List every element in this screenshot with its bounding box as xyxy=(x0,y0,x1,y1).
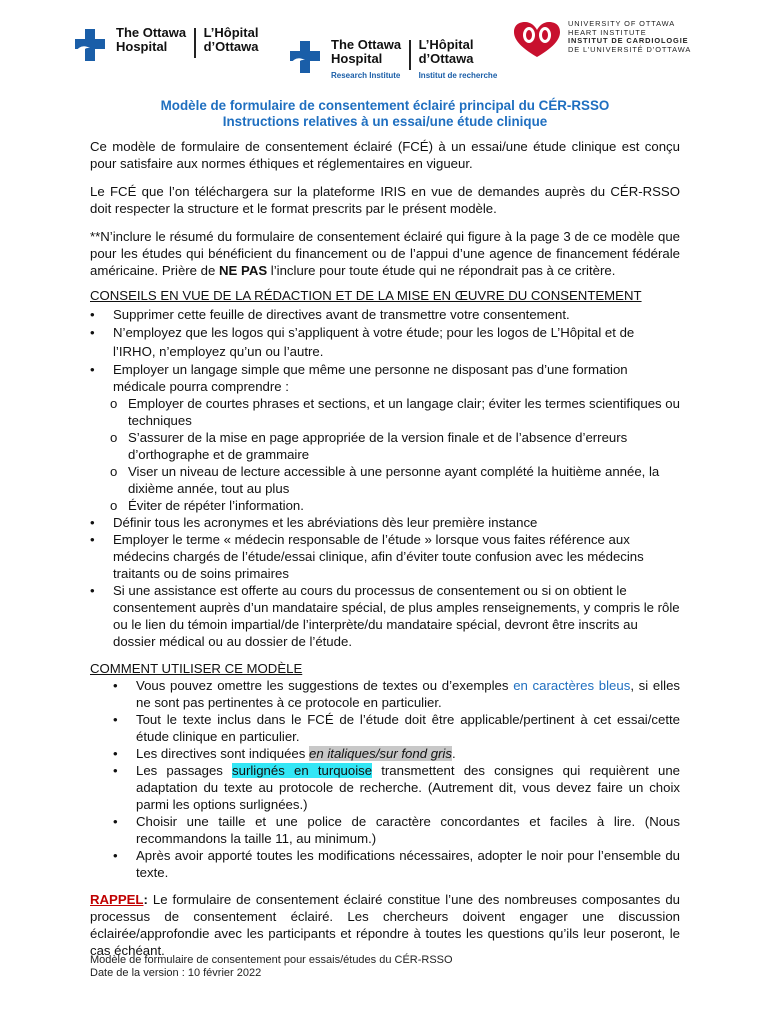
list-item xyxy=(113,813,680,847)
conseils-list-continued xyxy=(90,514,680,650)
list-item xyxy=(90,306,680,323)
list-item xyxy=(90,531,680,582)
ottawa-hospital-cross-icon xyxy=(287,38,325,76)
gray-highlight-sample: en italiques/sur fond gris xyxy=(309,746,452,761)
section-heading-usage: COMMENT UTILISER CE MODÈLE xyxy=(90,661,303,676)
list-item-text: Employer le terme « médecin responsable de l’étude » lorsque vous faites référence aux médecins chargés de l’étude/essai clinique, afin d’éviter toute confusion avec les médecins traitants ou de soins primaires xyxy=(113,532,644,581)
bullet: • xyxy=(90,362,95,377)
reminder-paragraph xyxy=(90,891,680,959)
logo-text: DE L’UNIVERSITÉ D’OTTAWA xyxy=(568,44,692,54)
logo-subtitle: Institut de recherche xyxy=(418,71,498,80)
list-item xyxy=(113,847,680,881)
list-item xyxy=(90,323,680,361)
bullet: • xyxy=(90,532,95,547)
page-footer xyxy=(90,954,453,980)
conseils-list xyxy=(90,306,680,395)
logo-text: d’Ottawa xyxy=(418,51,474,66)
bullet: • xyxy=(90,515,95,530)
heart-institute-logo xyxy=(512,20,691,60)
logo-text: The Ottawa xyxy=(116,25,187,40)
list-item xyxy=(113,711,680,745)
bullet: • xyxy=(90,583,95,598)
list-item xyxy=(113,745,680,762)
section-heading-conseils: CONSEILS EN VUE DE LA RÉDACTION ET DE LA MISE EN ŒUVRE DU CONSENTEMENT xyxy=(90,288,642,303)
list-item xyxy=(90,361,680,395)
logo-subtitle: Research Institute xyxy=(331,71,401,80)
list-item xyxy=(113,762,680,813)
footer-title: Modèle de formulaire de consentement pour essais/études du CÉR-RSSO xyxy=(90,954,453,966)
heart-institute-icon xyxy=(512,20,562,60)
list-item-text: Employer un langage simple que même une personne ne disposant pas d’une formation médicale pourra comprendre : xyxy=(113,362,628,394)
logo-text: The Ottawa xyxy=(331,37,402,52)
bullet: • xyxy=(113,763,118,778)
list-item-text: , si elles ne sont pas pertinentes à ce protocole en particulier. xyxy=(136,678,681,710)
research-institute-logo xyxy=(287,38,497,83)
list-item-text: N’employez que les logos qui s’appliquent à votre étude; pour les logos de L’Hôpital et de l’IRHO, n’employez qu’un ou l’autre. xyxy=(113,325,635,359)
turquoise-highlight-sample: surlignés en turquoise xyxy=(232,763,373,778)
logo-divider xyxy=(194,28,196,58)
list-item-text: Tout le texte inclus dans le FCÉ de l’étude doit être applicable/pertinent à cet essai/cette étude clinique en particulier. xyxy=(136,712,680,744)
list-item-text: Les passages xyxy=(136,763,233,778)
blue-text-sample: en caractères bleus xyxy=(513,678,631,693)
sub-list-item-text: Viser un niveau de lecture accessible à une personne ayant complété la huitième année, la dixième année, tout au plus xyxy=(128,464,660,496)
logo-text: INSTITUT DE CARDIOLOGIE xyxy=(568,36,689,46)
sub-list-item-text: Éviter de répéter l’information. xyxy=(128,498,304,513)
usage-list xyxy=(90,677,680,881)
logo-text: HEART INSTITUTE xyxy=(568,27,647,37)
logo-text: d’Ottawa xyxy=(203,39,259,54)
logo-text: L’Hôpital xyxy=(418,37,474,52)
reminder-label: RAPPEL xyxy=(90,892,144,907)
footer-version-date: Date de la version : 10 février 2022 xyxy=(90,967,262,979)
logo-text: Hospital xyxy=(116,39,168,54)
list-item xyxy=(90,582,680,650)
list-item-text: Les directives sont indiquées xyxy=(136,746,310,761)
sub-bullet: o xyxy=(110,464,118,479)
ottawa-hospital-logo xyxy=(72,26,258,64)
bullet: • xyxy=(113,814,118,829)
bullet: • xyxy=(113,712,118,727)
sub-list-item xyxy=(90,463,680,497)
document-body xyxy=(90,138,680,959)
sub-list-item xyxy=(90,429,680,463)
list-item-text: . xyxy=(451,746,456,761)
list-item xyxy=(113,677,680,711)
sub-bullet: o xyxy=(110,396,118,411)
logo-divider xyxy=(409,40,411,70)
funding-note-text: **N’inclure le résumé du formulaire de consentement éclairé qui figure à la page 3 de ce modèle que pour les études qui bénéficient du financement ou de l’appui d’une agence de financement fédérale américaine. Prière de xyxy=(90,229,680,278)
sub-list-item-text: S’assurer de la mise en page appropriée de la version finale et de l’absence d’erreurs d’orthographe et de grammaire xyxy=(128,430,628,462)
bullet: • xyxy=(90,307,95,322)
language-sublist xyxy=(90,395,680,514)
reminder-colon: : xyxy=(143,892,148,907)
sub-list-item xyxy=(90,497,680,514)
funding-note xyxy=(90,228,680,279)
list-item xyxy=(90,514,680,531)
logo-text: L’Hôpital xyxy=(203,25,259,40)
document-title xyxy=(60,98,710,130)
intro-paragraph: Le FCÉ que l’on téléchargera sur la plateforme IRIS en vue de demandes auprès du CÉR-RSSO doit respecter la structure et le format prescrits par le présent modèle. xyxy=(90,184,680,216)
logo-text: UNIVERSITY OF OTTAWA xyxy=(568,19,676,28)
logo-text: Hospital xyxy=(331,51,383,66)
intro-paragraph: Ce modèle de formulaire de consentement éclairé (FCÉ) à un essai/une étude clinique est conçu pour satisfaire aux normes éthiques et réglementaires en vigueur. xyxy=(90,139,680,171)
emphasis-text: NE PAS xyxy=(219,263,268,278)
reminder-text: Le formulaire de consentement éclairé constitue l’une des nombreuses composantes du processus de consentement éclairé. Les chercheurs doivent engager une discussion éclairée/approfondie avec les participants et répondre à toutes les questions qu’ils leur poseront, le cas échéant. xyxy=(90,892,680,958)
bullet: • xyxy=(113,848,118,863)
list-item-text: Après avoir apporté toutes les modifications nécessaires, adopter le noir pour l’ensemble du texte. xyxy=(136,848,680,880)
sub-list-item xyxy=(90,395,680,429)
sub-list-item-text: Employer de courtes phrases et sections, et un langage clair; éviter les termes scientifiques ou techniques xyxy=(128,396,680,428)
title-line: Modèle de formulaire de consentement éclairé principal du CÉR-RSSO xyxy=(160,98,610,113)
list-item-text: Si une assistance est offerte au cours du processus de consentement ou si on obtient le consentement auprès d’un mandataire spécial, de plus amples renseignements, y compris le rôle ou le lien du témoin impartial/de l’interprète/du mandataire spécial, devront être inscrits au dossier médical ou au dossier de l’étude. xyxy=(113,583,680,649)
list-item-text: transmettent des consignes qui requièrent une adaptation du texte au protocole de recherche. (Autrement dit, vous devez faire un choix parmi les options surlignées.) xyxy=(136,763,680,812)
sub-bullet: o xyxy=(110,430,118,445)
ottawa-hospital-cross-icon xyxy=(72,26,110,64)
funding-note-text: l’inclure pour toute étude qui ne répondrait pas à ce critère. xyxy=(267,263,616,278)
bullet: • xyxy=(90,325,95,340)
list-item-text: Vous pouvez omettre les suggestions de textes ou d’exemples xyxy=(136,678,514,693)
list-item-text: Choisir une taille et une police de caractère concordantes et faciles à lire. (Nous recommandons la taille 11, au minimum.) xyxy=(136,814,680,846)
subtitle-line: Instructions relatives à un essai/une étude clinique xyxy=(222,114,548,129)
bullet: • xyxy=(113,678,118,693)
list-item-text: Supprimer cette feuille de directives avant de transmettre votre consentement. xyxy=(113,307,570,322)
bullet: • xyxy=(113,746,118,761)
sub-bullet: o xyxy=(110,498,118,513)
list-item-text: Définir tous les acronymes et les abréviations dès leur première instance xyxy=(113,515,538,530)
